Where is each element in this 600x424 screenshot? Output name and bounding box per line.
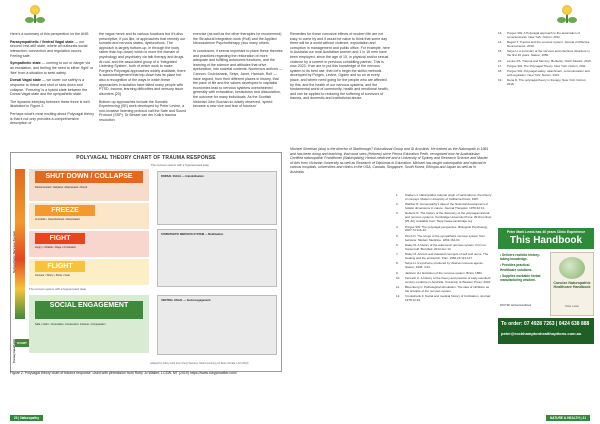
reference-number: 10.	[396, 275, 401, 280]
state-social-engagement: SOCIAL ENGAGEMENT	[35, 301, 143, 319]
reference-text: Webber R. Homeopathy's idea of the historical development of holistic dimensions in nature. Journal Therapist. 1978;42:14.	[405, 202, 489, 211]
advert-bullet: • Provides practical Healthcare solutions.	[500, 263, 533, 272]
order-box	[498, 318, 594, 344]
reference-text: Selye H. A summary of the nervous and infectious disorders in the first 20 years. Nature; 1950.	[507, 49, 590, 58]
article-column-4	[290, 32, 390, 104]
sympathetic-label: SYMPATHETIC NERVOUS SYSTEM — Mobilisation	[161, 233, 224, 236]
reference-text: Kenneth C. A history of the theory and practice of early twentieth century medicine in Australia. University of Western Press; 2004.	[405, 275, 491, 284]
reference-number: 11.	[396, 285, 400, 290]
reference-number: 4.	[396, 224, 399, 229]
paragraph-text: — coming to our or danger via an escalation, and feeling the need to either 'fight' or 'flee' from a situation to seek safety.	[10, 61, 94, 75]
social-details: Safe • Calm • Grounded • Connected • Curious • Compassion	[35, 323, 106, 326]
state-fight: FIGHT	[35, 233, 85, 244]
reference-number: 12.	[396, 294, 401, 299]
reference-number: 18.	[498, 69, 503, 74]
reference-number: 17.	[498, 63, 503, 68]
paragraph-text: — our second 'rest-still' state, where all outbursts social interaction, connection and regulation occurs. Feeling safe.	[10, 39, 88, 58]
ventral-vagal-label: VENTRAL VAGAL — Social engagement	[161, 299, 211, 302]
book-advert	[498, 228, 594, 388]
reference-text: Porges SW. The polyvagal perspective. Biological Psychology. 2007;74:116-43.	[405, 224, 488, 233]
paragraph	[10, 78, 94, 96]
paragraph: Here's a summary of this perspective on the ANS:	[10, 32, 90, 36]
reference-item	[498, 41, 594, 49]
reference-text: Porges SW. The Polyvagal Theory. New York: Norton; 2011.	[507, 63, 587, 68]
advert-subheading: Peter Mark Lewis has 40 years Clinic Experience	[506, 230, 586, 234]
arousal-gradient-bar	[15, 169, 25, 319]
book-cover-art-icon	[559, 257, 585, 279]
reference-number: 3.	[396, 211, 399, 216]
start-marker: START	[15, 339, 29, 347]
paragraph: exercise (as well as the other therapies he recommend) the Structural Integration work (Rolf) and the Applied Neuroscience Psychotherapy, plus many others.	[193, 32, 282, 46]
reference-item	[498, 60, 594, 64]
advert-bullets	[500, 253, 546, 284]
advert-bullet: • Supplies workable herbal manufacturing wisdom.	[500, 273, 541, 283]
ventral-vagal-box	[157, 295, 277, 355]
paragraph	[10, 40, 94, 58]
shutdown-details: Disconnected • Helpless • Depressed • Numb	[35, 186, 88, 189]
polyvagal-chart	[10, 152, 282, 372]
freeze-details: Immobile • Overwhelmed • Dissociated	[35, 218, 80, 221]
reference-item	[498, 70, 594, 78]
paragraph: The dynamic interplay between these three is well illustrated in Figure 2.	[10, 99, 90, 109]
state-flight: FLIGHT	[35, 261, 85, 272]
advert-banner	[498, 228, 594, 249]
reference-text: Selye H. A syndrome produced by diverse nocuous agents. Nature; 1936: 4:34.	[405, 261, 484, 270]
reference-item	[498, 79, 594, 87]
sympathetic-box	[157, 229, 277, 287]
top-band	[0, 0, 600, 28]
reference-number: 16.	[498, 58, 503, 63]
footer-left-folio: 20 | Naturopathy	[10, 415, 43, 421]
reference-text: Porges SW. A Polyvagal approach to the automation of consciousness. New York: Norton; 2011.	[507, 31, 580, 39]
figure-caption: Figure 2. Polyvagal theory chart of trauma response. Used with permission from Ruby Jo Walker, LCSW, MT (2019) https://www.rubyjowalker.com/	[10, 371, 237, 375]
reference-number: 7.	[396, 252, 399, 257]
reference-number: 9.	[396, 270, 399, 275]
reference-text: Porges SW. Polyvagal safety: attachment, communication and self-regulation. New York: Norton; 2021.	[507, 69, 590, 78]
references-list	[396, 194, 492, 304]
reference-number: 19.	[498, 78, 503, 83]
reference-text: Crookshank F. Social and medical history of Civilisation. Journal; 1978;12:19.	[405, 294, 491, 303]
axis-label-sns: Sympathetic Nervous System	[12, 230, 16, 273]
reference-text: Bogart T. Trauma and the nervous system. Journal of Affective Neuroscience; 2019.	[507, 40, 590, 49]
reference-item	[396, 194, 492, 202]
book-author: Peter Lewis	[565, 305, 579, 308]
reference-number: 8.	[396, 261, 399, 266]
book-cover	[550, 252, 594, 316]
chart-source: Adapted by Kathy Cobb from Cheryl Sanders, Shari Freimberg, Dr Beau Carrafa. LAX (2022)	[150, 362, 249, 365]
lotus-logo-icon	[556, 3, 578, 25]
term-ventral-vagal: Parasympathetic / Ventral Vagal state	[10, 39, 74, 44]
reference-text: Pinch D. The scope of the sympathetic nervous system from behavior. Modern Medicine. 1891:162-64	[405, 233, 485, 242]
page-footer	[0, 412, 600, 424]
footer-right-folio: NATURE & HEALTH | 21	[546, 415, 590, 421]
reference-item	[396, 235, 492, 243]
advert-small-print: PACTRF Herbal Handbook	[500, 304, 532, 307]
article-column-1	[10, 32, 94, 129]
article-column-3	[193, 32, 283, 112]
reference-number: 15.	[498, 49, 503, 54]
reference-item	[498, 32, 594, 40]
reference-item	[396, 226, 492, 234]
author-bio: Michael Sheehan (aka) is the director of Starthrough? Educational Group and St Acustinis. He trained as the Naturopath in 1981 and has been doing and teaching, that word sees (Hebrew) since Perma Education Perth, recognised now he Australasian Certified naturopathic Practitioner (Naturopathy) Herbal medicine and a University of Sydney and Research Science and Master of Arts from Victorian University as well as Research of Diplomas in Education. Michael has taught naturopathic and national in various hospitals, universities and clinics in the USA, Canada, Singapore, South Korea, Ethiopia and Japan as well as in Australia.	[290, 147, 489, 174]
advert-bullet: • Delivers realistic history-taking knowledge.	[500, 253, 540, 262]
lotus-logo-icon	[24, 3, 46, 25]
flight-details: Anxious • Worry • Panic • Fear	[35, 274, 70, 277]
reference-text: Daley M. A history of the autonomic nervous system. From to Sonia Gulf. Biol Med. 2014:Jan 13.	[405, 242, 486, 251]
term-dorsal-vagal: Dorsal Vagal state	[10, 78, 41, 83]
reference-text: Jackson JH. Evolution of the nervous system. Brain; 1884.	[405, 270, 483, 275]
reference-text: Roberts R. The history of the discovery of the polyvagal rational and nervous systems. Cambridge University Press; 2010 (online) [25 Jul]. Available from: https://www.cambridge.org	[405, 211, 492, 224]
article-column-2	[99, 32, 187, 126]
reference-text: Daley M. Ancient and classical concepts of self and nerve. The Healing and the endorphin. Pain. 1982;24:113-127.	[405, 252, 489, 261]
paragraph-text: — we lower our safety is a response to threat and shut or slow down and collapse. 'Freezing' is a hybrid state between the Dorsal Vagal state and the sympathetic state.	[10, 78, 88, 97]
reference-number: 2.	[396, 202, 399, 207]
dorsal-vagal-label: DORSAL VAGAL — Immobilisation	[161, 175, 204, 178]
reference-number: 6.	[396, 242, 399, 247]
fight-details: Angry • Irritable • Rage • Frustrated	[35, 246, 76, 249]
paragraph: In conclusion, it seems important to place these theories and practices regarding the restoration of more adequate and fulfilling autonomic functions, and the learning of the science and attitudes that drive dysfunction, into societal contexts. Numerous authors — Cannon, Cruickshank, Selye, Janet, Hannah, Rolf — have argued, from their different places in history, that the pace of life and the values developed in capitalist economies lead to nervous systems overwhelmed generally with exhaustion, breakdown and dissociation, the outcome for many individuals. As the Scottish historian John Buchan so wisely observed, 'speed became a new vice and fear of futurism'	[193, 48, 283, 109]
order-phone: To order: 07 4928 7263 | 0424 638 888	[501, 321, 590, 327]
state-freeze: FREEZE	[35, 205, 95, 216]
reference-item	[396, 244, 492, 252]
paragraph: Bottom-up approaches include the Somatic Experiencing (SE) work developed by Peter Levine, a non-invasive listening protocol call the Safe and Sound Protocol (SSP). Dr Bessel van der Kolk's trauma resolution	[99, 99, 187, 122]
chart-title: POLYVAGAL THEORY CHART OF TRAUMA RESPONSE	[76, 155, 216, 161]
reference-text: Dana D. The polyvagal theory in therapy. New York: Norton; 2018.	[507, 78, 587, 87]
reference-number: 14.	[498, 40, 503, 45]
reference-number: 5.	[396, 233, 399, 238]
reference-number: 1.	[396, 193, 399, 197]
order-email: peter@rockhamptonhealthoptions.com.au	[501, 331, 582, 336]
hyperarousal-label: The nervous system with a hyperaroused state	[151, 163, 209, 167]
paragraph: Perhaps what's most exciting about Polyvagal theory is that it not only provides a comprehensive description of	[10, 112, 94, 126]
advert-title: This Handbook	[509, 235, 583, 246]
axis-label-pns: Parasympathetic	[12, 338, 16, 363]
book-title: Concise Naturopathic Healthcare Handbook	[553, 281, 591, 290]
reference-item	[396, 272, 492, 276]
reference-item	[396, 286, 492, 294]
paragraph: the vagus nerve and its various functions but it's also prescriptive, if you like, of approaches that remedy our somatic and nervous states, dysfunctions. The approach is largely bottom-up, ie through the body rather than top-down) which is more the domain of psychology and psychiatry via talk therapy and drugs. At root, and the associated group of a 'Integrated Listening System', both of which work to make Porges's Polyvagal approaches widely available, there is acknowledgement that top-down has its place but also a recognition of the ways in which these approaches in isolation have failed many people with PTSD, trauma, learning difficulties and sensory issue disorders [20].	[99, 32, 186, 96]
reference-item	[396, 253, 492, 261]
reference-text: Levine PA. Trauma and Memory. Berkeley: North Atlantic; 2015.	[507, 58, 592, 63]
paragraph	[10, 61, 94, 75]
reference-number: 13.	[498, 31, 503, 35]
hypoarousal-label: The nervous system with a hypoaroused state	[29, 287, 87, 291]
reference-item	[396, 262, 492, 270]
reference-item	[396, 295, 492, 303]
term-sympathetic: Sympathetic state	[10, 61, 41, 66]
reference-text: Clarke LJ. Naturopathic rational origin of vaccinations: the history of concept. Modern University of California Press; 1987.	[405, 193, 492, 201]
reference-text: Bloomberg C. Pathological stimulation: The idea of inhibition as the antidote of the nervous system.	[405, 285, 489, 293]
paragraph: Remedies for these corrosive effects of modern life are not easy to come by and it would be naive to think that some day there will be a world without violence, exploitation and corruption in management and public office. For example, here in Australia our rural Australian women and 1 in 16 men have been employed, since the age of 15, in physical and/or sexual violence by a current or previous cohabiting partner. This is now 2023. If we are to put this knowledge of the nervous system to its best use, then let's begin the skilful methods developed by Porges, Levine, Ogden and so on at every place, and where need going for the people who are affected by this, and the health of our nervous systems, and the fundamental world of community, health and emotional health, and can be applied to reducing the suffering of survivors of trauma, and domestic and institutional abuse.	[290, 32, 390, 101]
reference-item	[498, 50, 594, 58]
reference-item	[396, 212, 492, 224]
reference-item	[396, 203, 492, 211]
dorsal-vagal-box	[157, 171, 277, 225]
references-list-continued	[498, 32, 594, 89]
reference-item	[396, 277, 492, 285]
state-shutdown: SHUT DOWN / COLLAPSE	[35, 171, 143, 183]
